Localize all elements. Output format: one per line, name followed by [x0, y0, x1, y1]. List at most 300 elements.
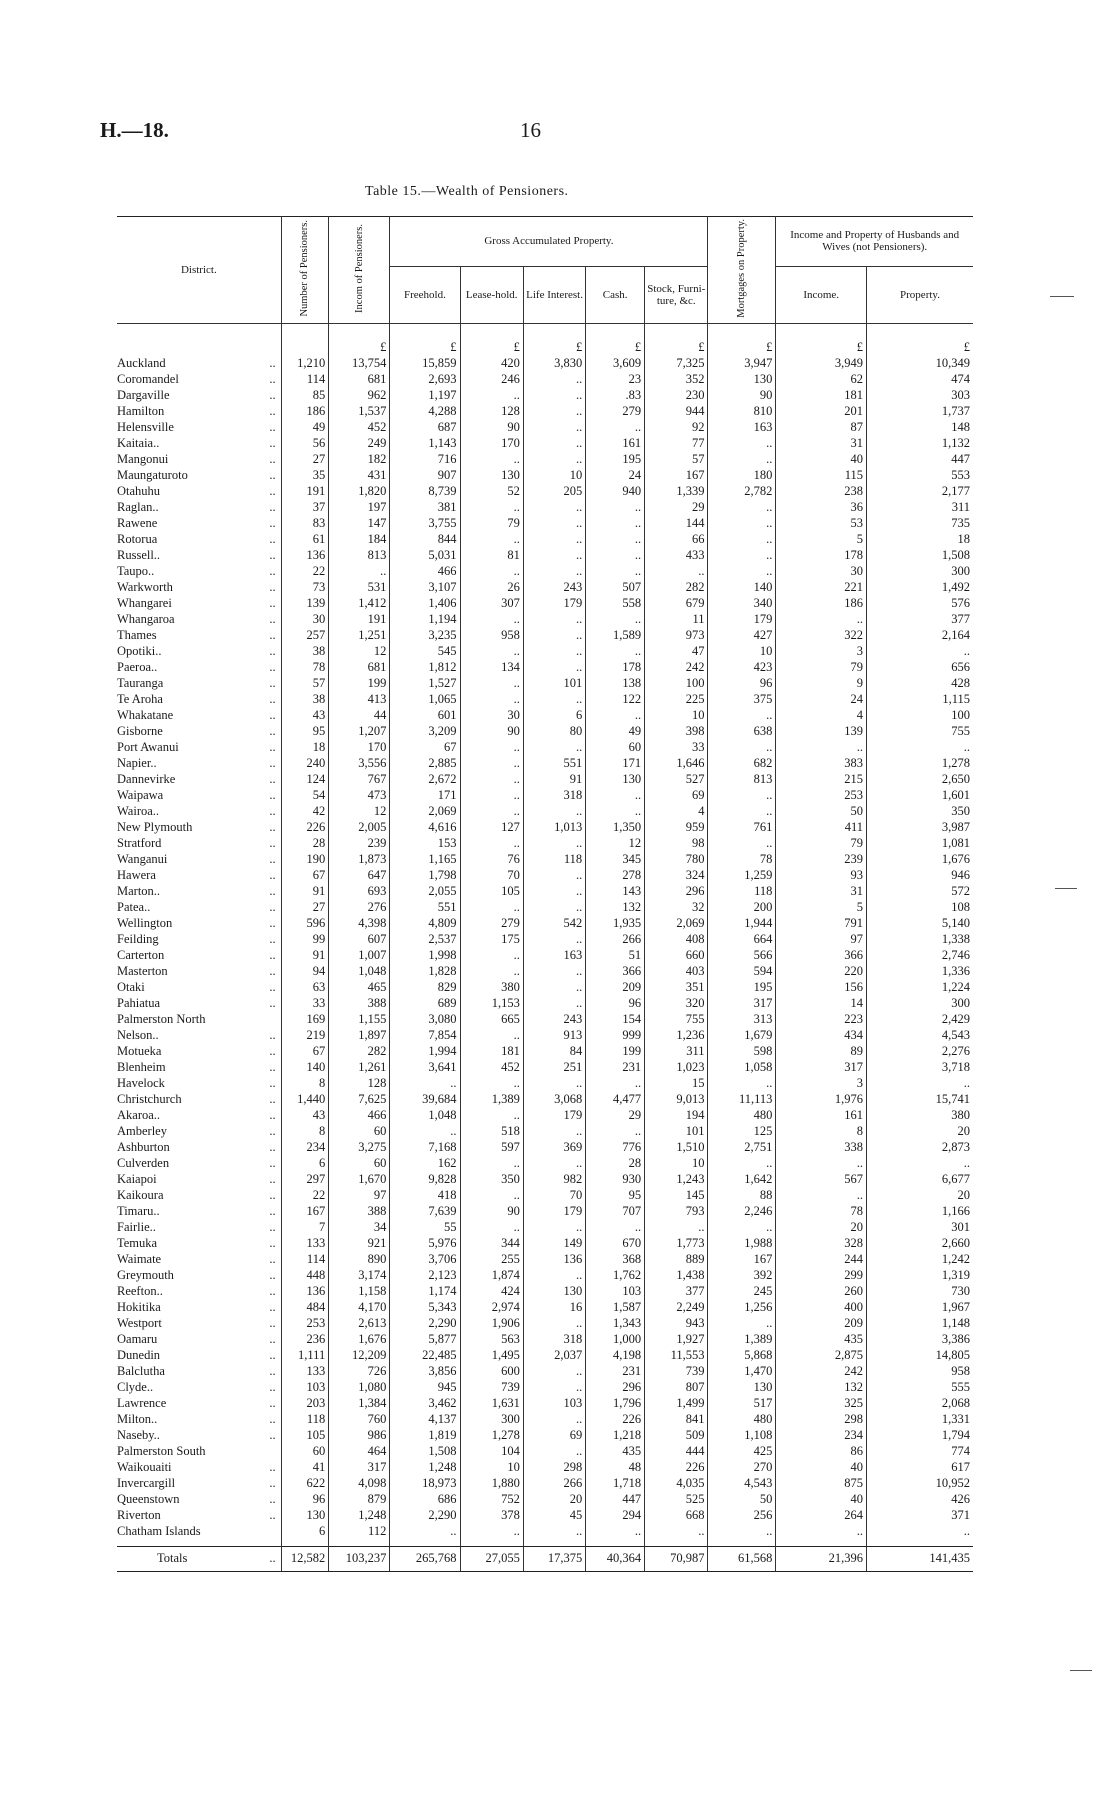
value-cell: ..: [708, 836, 776, 852]
value-cell: 1,000: [586, 1332, 645, 1348]
header-life-interest: Life Interest.: [523, 266, 585, 323]
value-cell: 89: [776, 1044, 867, 1060]
value-cell: 1,155: [329, 1012, 390, 1028]
value-cell: 90: [708, 388, 776, 404]
value-cell: 99: [281, 932, 329, 948]
value-cell: 2,069: [645, 916, 708, 932]
value-cell: 4,543: [708, 1476, 776, 1492]
district-name: Pahiatua: [117, 996, 161, 1011]
value-cell: 179: [708, 612, 776, 628]
value-cell: 276: [329, 900, 390, 916]
value-cell: 752: [460, 1492, 523, 1508]
district-name: Kaiapoi: [117, 1172, 157, 1187]
value-cell: 322: [776, 628, 867, 644]
table-row: [117, 532, 973, 548]
table-row: [117, 372, 973, 388]
value-cell: 253: [281, 1316, 329, 1332]
value-cell: ..: [523, 1412, 585, 1428]
value-cell: 1,587: [586, 1300, 645, 1316]
district-cell: [117, 564, 281, 580]
leader-dots: ..: [269, 1060, 276, 1075]
value-cell: ..: [586, 788, 645, 804]
leader-dots: ..: [269, 820, 276, 835]
value-cell: 78: [776, 1204, 867, 1220]
value-cell: 1,796: [586, 1396, 645, 1412]
value-cell: 531: [329, 580, 390, 596]
value-cell: 889: [645, 1252, 708, 1268]
value-cell: 1,906: [460, 1316, 523, 1332]
value-cell: 735: [866, 516, 973, 532]
value-cell: 30: [460, 708, 523, 724]
value-cell: 91: [523, 772, 585, 788]
value-cell: 61: [281, 532, 329, 548]
value-cell: ..: [586, 1220, 645, 1236]
district-name: Greymouth: [117, 1268, 174, 1283]
value-cell: 136: [281, 548, 329, 564]
table-body: [117, 323, 973, 1546]
value-cell: 1,197: [390, 388, 460, 404]
value-cell: 1,935: [586, 916, 645, 932]
value-cell: 317: [329, 1460, 390, 1476]
value-cell: 791: [776, 916, 867, 932]
table-row: [117, 1028, 973, 1044]
value-cell: 118: [523, 852, 585, 868]
value-cell: 7,854: [390, 1028, 460, 1044]
value-cell: 959: [645, 820, 708, 836]
value-cell: 50: [776, 804, 867, 820]
value-cell: 3,706: [390, 1252, 460, 1268]
value-cell: 209: [586, 980, 645, 996]
value-cell: 452: [460, 1060, 523, 1076]
value-cell: 1,438: [645, 1268, 708, 1284]
district-cell: [117, 692, 281, 708]
value-cell: 383: [776, 756, 867, 772]
value-cell: 320: [645, 996, 708, 1012]
value-cell: ..: [586, 1524, 645, 1547]
value-cell: 4: [776, 708, 867, 724]
district-cell: [117, 1300, 281, 1316]
value-cell: 2,276: [866, 1044, 973, 1060]
value-cell: 141,435: [866, 1546, 973, 1571]
leader-dots: ..: [269, 1140, 276, 1155]
value-cell: 2,164: [866, 628, 973, 644]
district-cell: [117, 1476, 281, 1492]
value-cell: ..: [523, 532, 585, 548]
value-cell: ..: [460, 788, 523, 804]
value-cell: 39,684: [390, 1092, 460, 1108]
value-cell: 958: [866, 1364, 973, 1380]
leader-dots: ..: [269, 1364, 276, 1379]
value-cell: 26: [460, 580, 523, 596]
value-cell: 128: [329, 1076, 390, 1092]
value-cell: 1,248: [329, 1508, 390, 1524]
value-cell: 161: [776, 1108, 867, 1124]
leader-dots: ..: [269, 1156, 276, 1171]
value-cell: 480: [708, 1412, 776, 1428]
value-cell: 1,967: [866, 1300, 973, 1316]
value-cell: 1,236: [645, 1028, 708, 1044]
value-cell: 27: [281, 900, 329, 916]
value-cell: 973: [645, 628, 708, 644]
value-cell: 1,737: [866, 404, 973, 420]
value-cell: 28: [281, 836, 329, 852]
value-cell: 90: [460, 420, 523, 436]
value-cell: 3: [776, 1076, 867, 1092]
value-cell: 61,568: [708, 1546, 776, 1571]
table-row: [117, 740, 973, 756]
value-cell: 31: [776, 884, 867, 900]
leader-dots: ..: [269, 516, 276, 531]
value-cell: 215: [776, 772, 867, 788]
value-cell: 2,123: [390, 1268, 460, 1284]
leader-dots: ..: [269, 1476, 276, 1491]
value-cell: 452: [329, 420, 390, 436]
value-cell: 23: [586, 372, 645, 388]
value-cell: 144: [645, 516, 708, 532]
district-name: Marton..: [117, 884, 161, 899]
value-cell: 122: [586, 692, 645, 708]
value-cell: 154: [586, 1012, 645, 1028]
table-row: [117, 788, 973, 804]
table-row: [117, 1156, 973, 1172]
value-cell: 567: [776, 1172, 867, 1188]
district-cell: [117, 596, 281, 612]
value-cell: 12: [329, 804, 390, 820]
value-cell: ..: [586, 804, 645, 820]
district-cell: [117, 580, 281, 596]
table-row: [117, 692, 973, 708]
currency-symbol: £: [866, 323, 973, 356]
value-cell: ..: [460, 836, 523, 852]
value-cell: 296: [586, 1380, 645, 1396]
value-cell: 2,885: [390, 756, 460, 772]
value-cell: ..: [866, 1076, 973, 1092]
value-cell: 352: [645, 372, 708, 388]
value-cell: ..: [523, 660, 585, 676]
header-income-label: Incom of Pensioners.: [353, 223, 365, 313]
value-cell: 8,739: [390, 484, 460, 500]
value-cell: 1,440: [281, 1092, 329, 1108]
district-name: Thames: [117, 628, 157, 643]
value-cell: 83: [281, 516, 329, 532]
value-cell: 1,389: [460, 1092, 523, 1108]
value-cell: 5,140: [866, 916, 973, 932]
value-cell: 345: [586, 852, 645, 868]
district-name: Whangaroa: [117, 612, 175, 627]
value-cell: 739: [460, 1380, 523, 1396]
value-cell: 351: [645, 980, 708, 996]
value-cell: 178: [776, 548, 867, 564]
value-cell: 774: [866, 1444, 973, 1460]
value-cell: 3,209: [390, 724, 460, 740]
table-row: [117, 1460, 973, 1476]
district-cell: [117, 404, 281, 420]
value-cell: 313: [708, 1012, 776, 1028]
value-cell: 930: [586, 1172, 645, 1188]
value-cell: 596: [281, 916, 329, 932]
table-row: [117, 708, 973, 724]
value-cell: 199: [329, 676, 390, 692]
district-cell: [117, 1524, 281, 1547]
district-name: Gisborne: [117, 724, 163, 739]
value-cell: 944: [645, 404, 708, 420]
leader-dots: ..: [269, 1028, 276, 1043]
district-cell: [117, 756, 281, 772]
value-cell: 24: [776, 692, 867, 708]
value-cell: ..: [523, 644, 585, 660]
value-cell: 226: [281, 820, 329, 836]
currency-symbol: £: [460, 323, 523, 356]
district-name: Feilding: [117, 932, 159, 947]
value-cell: 231: [586, 1364, 645, 1380]
value-cell: 238: [776, 484, 867, 500]
value-cell: 236: [281, 1332, 329, 1348]
currency-spacer: [117, 323, 281, 356]
value-cell: 3,609: [586, 356, 645, 372]
district-cell: [117, 1236, 281, 1252]
value-cell: 6: [523, 708, 585, 724]
table-row: [117, 564, 973, 580]
table-row: [117, 500, 973, 516]
value-cell: 143: [586, 884, 645, 900]
value-cell: 465: [329, 980, 390, 996]
district-cell: [117, 532, 281, 548]
district-cell: [117, 628, 281, 644]
value-cell: 1,631: [460, 1396, 523, 1412]
value-cell: 1,794: [866, 1428, 973, 1444]
value-cell: 24: [586, 468, 645, 484]
leader-dots: ..: [269, 996, 276, 1011]
value-cell: 324: [645, 868, 708, 884]
value-cell: 375: [708, 692, 776, 708]
value-cell: 303: [866, 388, 973, 404]
currency-symbol: £: [776, 323, 867, 356]
value-cell: 1,251: [329, 628, 390, 644]
leader-dots: ..: [269, 1492, 276, 1507]
value-cell: 681: [329, 660, 390, 676]
header-husband-income: Income.: [776, 266, 867, 323]
value-cell: 388: [329, 1204, 390, 1220]
value-cell: 1,406: [390, 596, 460, 612]
value-cell: 841: [645, 1412, 708, 1428]
value-cell: 601: [390, 708, 460, 724]
value-cell: 153: [390, 836, 460, 852]
value-cell: 60: [329, 1156, 390, 1172]
value-cell: 366: [776, 948, 867, 964]
value-cell: 600: [460, 1364, 523, 1380]
value-cell: 10: [645, 1156, 708, 1172]
value-cell: 403: [645, 964, 708, 980]
value-cell: 12: [329, 644, 390, 660]
value-cell: ..: [460, 964, 523, 980]
value-cell: 555: [866, 1380, 973, 1396]
value-cell: ..: [523, 1524, 585, 1547]
value-cell: 43: [281, 708, 329, 724]
value-cell: ..: [708, 1220, 776, 1236]
value-cell: 1,111: [281, 1348, 329, 1364]
leader-dots: ..: [269, 1508, 276, 1523]
value-cell: 597: [460, 1140, 523, 1156]
value-cell: 1,828: [390, 964, 460, 980]
value-cell: 431: [329, 468, 390, 484]
value-cell: ..: [586, 516, 645, 532]
value-cell: 1,976: [776, 1092, 867, 1108]
currency-row: [117, 323, 973, 356]
value-cell: 434: [776, 1028, 867, 1044]
value-cell: 311: [866, 500, 973, 516]
value-cell: 12,209: [329, 1348, 390, 1364]
value-cell: 130: [523, 1284, 585, 1300]
value-cell: 149: [523, 1236, 585, 1252]
district-name: Fairlie..: [117, 1220, 156, 1235]
value-cell: ..: [708, 532, 776, 548]
value-cell: 670: [586, 1236, 645, 1252]
value-cell: 681: [329, 372, 390, 388]
leader-dots: ..: [269, 868, 276, 883]
value-cell: 473: [329, 788, 390, 804]
district-name: Naseby..: [117, 1428, 160, 1443]
value-cell: ..: [586, 532, 645, 548]
district-name: Timaru..: [117, 1204, 160, 1219]
value-cell: .83: [586, 388, 645, 404]
value-cell: 572: [866, 884, 973, 900]
value-cell: 130: [281, 1508, 329, 1524]
value-cell: 47: [645, 644, 708, 660]
table-row: [117, 644, 973, 660]
value-cell: 607: [329, 932, 390, 948]
value-cell: 197: [329, 500, 390, 516]
value-cell: 617: [866, 1460, 973, 1476]
value-cell: 133: [281, 1236, 329, 1252]
value-cell: 664: [708, 932, 776, 948]
value-cell: ..: [523, 1124, 585, 1140]
table-totals: [117, 1546, 973, 1571]
header-income: [329, 217, 390, 324]
value-cell: ..: [523, 932, 585, 948]
value-cell: 558: [586, 596, 645, 612]
value-cell: 739: [645, 1364, 708, 1380]
value-cell: 368: [586, 1252, 645, 1268]
value-cell: 103: [523, 1396, 585, 1412]
district-cell: [117, 660, 281, 676]
value-cell: 1,676: [866, 852, 973, 868]
value-cell: 27,055: [460, 1546, 523, 1571]
value-cell: 1,412: [329, 596, 390, 612]
value-cell: ..: [460, 1028, 523, 1044]
district-name: Patea..: [117, 900, 151, 915]
value-cell: ..: [460, 740, 523, 756]
value-cell: ..: [523, 1316, 585, 1332]
value-cell: 195: [708, 980, 776, 996]
value-cell: 90: [460, 1204, 523, 1220]
table-row: [117, 436, 973, 452]
value-cell: ..: [523, 420, 585, 436]
value-cell: 223: [776, 1012, 867, 1028]
district-cell: [117, 1204, 281, 1220]
value-cell: 425: [708, 1444, 776, 1460]
value-cell: 1,812: [390, 660, 460, 676]
value-cell: 56: [281, 436, 329, 452]
table-row: [117, 900, 973, 916]
district-cell: [117, 1188, 281, 1204]
value-cell: 5,976: [390, 1236, 460, 1252]
value-cell: 51: [586, 948, 645, 964]
value-cell: 226: [645, 1460, 708, 1476]
table-row: [117, 596, 973, 612]
value-cell: 340: [708, 596, 776, 612]
table-row: [117, 468, 973, 484]
value-cell: 1,798: [390, 868, 460, 884]
value-cell: 1,013: [523, 820, 585, 836]
value-cell: ..: [460, 564, 523, 580]
district-name: Auckland: [117, 356, 166, 371]
district-name: Akaroa..: [117, 1108, 161, 1123]
value-cell: ..: [523, 1380, 585, 1396]
value-cell: 77: [645, 436, 708, 452]
district-cell: [117, 1460, 281, 1476]
currency-symbol: £: [329, 323, 390, 356]
header-freehold: Freehold.: [390, 266, 460, 323]
value-cell: 44: [329, 708, 390, 724]
district-cell: [117, 1252, 281, 1268]
value-cell: ..: [586, 708, 645, 724]
value-cell: 5,877: [390, 1332, 460, 1348]
table-row: [117, 1268, 973, 1284]
value-cell: 260: [776, 1284, 867, 1300]
value-cell: ..: [523, 692, 585, 708]
value-cell: 3,174: [329, 1268, 390, 1284]
value-cell: 1,495: [460, 1348, 523, 1364]
value-cell: 278: [586, 868, 645, 884]
value-cell: 103: [281, 1380, 329, 1396]
district-name: New Plymouth: [117, 820, 193, 835]
value-cell: 175: [460, 932, 523, 948]
value-cell: 328: [776, 1236, 867, 1252]
leader-dots: ..: [269, 436, 276, 451]
value-cell: 242: [776, 1364, 867, 1380]
value-cell: 1,384: [329, 1396, 390, 1412]
value-cell: ..: [776, 1524, 867, 1547]
leader-dots: ..: [269, 596, 276, 611]
leader-dots: ..: [269, 1284, 276, 1299]
value-cell: 1,278: [460, 1428, 523, 1444]
value-cell: 388: [329, 996, 390, 1012]
value-cell: 170: [329, 740, 390, 756]
value-cell: 1,646: [645, 756, 708, 772]
value-cell: 140: [281, 1060, 329, 1076]
district-cell: [117, 740, 281, 756]
value-cell: 29: [586, 1108, 645, 1124]
leader-dots: ..: [269, 1428, 276, 1443]
value-cell: 69: [645, 788, 708, 804]
value-cell: ..: [866, 1156, 973, 1172]
district-cell: [117, 1364, 281, 1380]
value-cell: 55: [390, 1220, 460, 1236]
value-cell: ..: [390, 1124, 460, 1140]
leader-dots: ..: [269, 1316, 276, 1331]
value-cell: 2,429: [866, 1012, 973, 1028]
value-cell: ..: [866, 740, 973, 756]
value-cell: 447: [866, 452, 973, 468]
district-cell: [117, 788, 281, 804]
value-cell: 130: [460, 468, 523, 484]
value-cell: 12: [586, 836, 645, 852]
value-cell: ..: [523, 436, 585, 452]
value-cell: 30: [776, 564, 867, 580]
district-cell: [117, 468, 281, 484]
value-cell: 1,158: [329, 1284, 390, 1300]
value-cell: 707: [586, 1204, 645, 1220]
